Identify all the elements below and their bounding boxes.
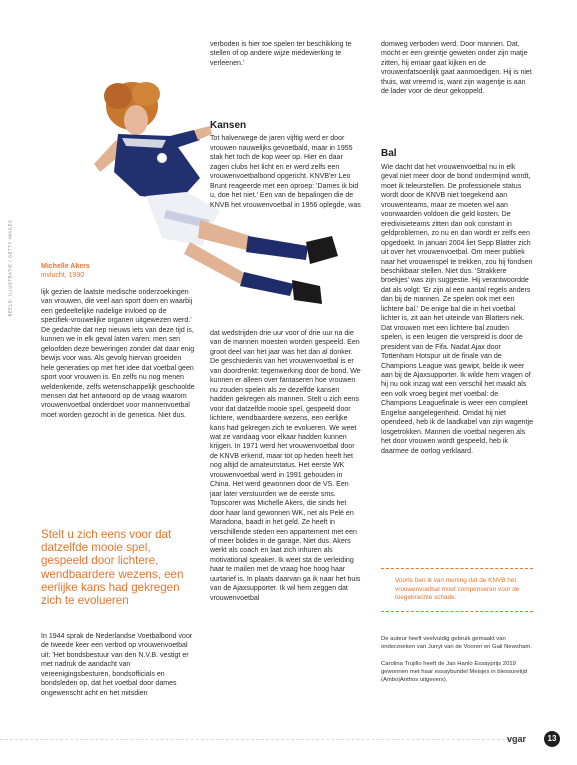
photo-credit-text: BEELD: ILLUSTRATIE / GETTY IMAGES (7, 219, 13, 317)
paragraph: In 1944 sprak de Nederlandse Voetbalbond voor de tweede keer een verbod op vrouwenvoetbal uit: 'Het bondsbestuur van den N.V.B. vestigt er met nadruk de aandacht van vereenigingsbesturen, bondsofficials en bondsleden op, dat het voetbal door dames ongewenscht acht en het mitsdien (41, 633, 193, 697)
section-heading-bal: Bal (381, 148, 397, 159)
paragraph: dat wedstrijden drie uur voor of drie uur na die van de mannen moesten worden gespeeld. Een groot deel van het jaar was het dan al donker. De geschiedenis van het vrouwenvoetbal is er van doordrenkt: tegenwerking door de bond. We kunnen er alleen over fantaseren hoe vrouwen nu zouden spelen als ze dezelfde kansen hadden gekregen als mannen. Stelt u zich eens voor dat datzelfde mooie spel, gespeeld door lichtere, wendbaardere wezens, een eerlijke kans had gekregen zich te evolueren. We weet wat ze vandaag voor elkaar hadden kunnen krijgen. In 1971 werd het vrouwenvoetbal door de KNVB erkend, maar tot op heden heeft het nog altijd de amateurstatus. Het eerste WK vrouwenvoetbal werd in 1991 gehouden in China. Het werd gewonnen door de VS. Een jaar later verstuurden we de eerste sms. Topscorer was Michelle Akers, die sinds het door haar land gewonnen WK, net als Pelé en Maradona, baadt in het geld. Ze heeft in verschillende steden een appartement met een of meer bolides in de garage. Niet dus. Akers werkt als coach en laat zich inhuren als motivational speaker. Ik weet sta de verleiding haar te mailen met de vraag hoe hoog haar uurtarief is. In plaats daarvan ga ik naar het huis van de Ajaxsupporter. Ik wil hem zeggen dat vrouwenvoetbal (210, 330, 361, 602)
column-3-top (381, 40, 533, 97)
footer-divider (0, 739, 520, 740)
paragraph: domweg verboden werd. Door mannen. Dat, mocht er een greintje geweten onder zijn matje zitten, hij emaar gaat kijken en de vrouwenfatsoenlijk gaat aanmoedigen. Hij is niet thuis, wat vreemd is, want zijn wagentje is aan de lader voor de deur gekoppeld. (381, 41, 532, 96)
column-1-bottom-text (41, 632, 195, 698)
column-1-text (41, 288, 195, 420)
statement-box: Voorts ben ik van mening dat de KNVB het vrouwenvoetbal moet compenseren voor de toegebrachte schade. (381, 568, 533, 612)
paragraph: Tot halverwege de jaren vijftig werd er door vrouwen nauwelijks gevoetbald, maar in 1955 stak het toch de kop weer op. Hier en daar zagen clubs het licht en er werd zelfs een vrouwenvoetbalbond opgericht. KNVB'er Leo Brunt reageerde met een oproep: 'Dames ik bid u, doe het niet.' Een van de bepalingen die de KNVB het vrouwenvoetbal in 1956 oplegde, was (210, 135, 361, 209)
paragraph: verboden is hier toe spelen ter beschikking te stellen of op andere wijze medewerking te verleenen.' (210, 41, 352, 67)
author-note: De auteur heeft veelvuldig gebruik gemaakt van onderzoeken van Jurryt van de Vooren en Gail Newsham. (381, 636, 532, 651)
section-heading-kansen: Kansen (210, 120, 247, 132)
column-2-bottom (210, 329, 362, 603)
paragraph: lijk gezien de laatste medische onderzoekingen van vrouwen, die veel aan sport doen en waarbij een gedeeltelijke nadelige invloed op de specifiek-vrouwelijke organen uitgewezen werd.' De gedachte dat nep nieuws iets van deze tijd is, kunnen we in elk geval laten varen: men sen geloofden deze beweringen zonder dat daar enig bewijs voor was. Als gevolg hiervan groeiden hele generaties op met het idee dat voetbal geen sport voor vrouwen is. En zelfs nu nog menen weldenkende, zelfs wetenschappelijk geschoolde mensen dat het antwoord op de vraag waarom vrouwenvoetbal onderdoet voor mannenvoetbal moet worden gezocht in de genetica. Niet dus. (41, 289, 195, 419)
photo-credit (4, 160, 12, 320)
photo-caption (41, 262, 90, 280)
caption-subtitle: invlucht, 1990 (41, 272, 85, 279)
page-number: 13 (544, 731, 560, 747)
pull-quote: Stelt u zich eens voor dat datzelfde mooie spel, gespeeld door lichtere, wendbaardere wezens, een eerlijke kans had gekregen zich te evolueren (41, 528, 184, 608)
magazine-logo: vgar (507, 734, 527, 744)
author-bio: Carolina Trujillo heeft de Jan Hanlo Essayprijs 2019 gewonnen met haar essaybundel Meisjes in blessuretijd (Ambo|Anthos uitgevers). (381, 661, 528, 684)
column-2-top (210, 40, 362, 210)
caption-name: Michelle Akers (41, 263, 90, 270)
paragraph: Wie dacht dat het vrouwenvoetbal nu in elk geval niet meer door de bond ondermijnd wordt, moet ik teleurstellen. De professionele status wordt door de KNVB niet toegekend aan vrouwenteams, maar ze moeten wel aan voorwaarden voldoen die geld kosten. De eredivisieteams zitten dan ook constant in geldproblemen, zo nu en dan wordt er zelfs een opgedoekt. In januari 2004 liet Sepp Blatter zich uit over het vrouwenvoetbal. Om meer publiek naar het vrouwenspel te trekken, zou hij fondsen beschikbaar stellen. Niet dus. 'Strakkere broekjes' was zijn suggestie. Hij verantwoordde dat als volgt: 'Er zijn al een aantal regels anders dan bij de mannen. Ze spelen ook met een lichtere bal.' De enige bal die in het voetbal lichter is, zit aan het uiteinde van Blatters nek. Dat vrouwen met een lichtere bal zouden spelen, is een leugen die verspreid is door de president van de Fifa. Nadat Ajax door Tottenham Hotspur uit de finale van de Champions League was gewipt, belde ik weer aan bij de Ajaxsupporter. Ik wilde hem vragen of hij nu ook inzag wat een verschil het maakt als een volk vroeg begint met voetbal: de Champions Leaguefinale is weer een compleet Engelse aangelegenheid. Omdat hij niet opendeed, heb ik de laadkabel van zijn wagentje losgetrokken. Mannen die voetbal negeren als het door vrouwen wordt gespeeld, heb ik daarmee de oorlog verklaard. (381, 164, 534, 455)
column-3-bal (381, 148, 533, 456)
